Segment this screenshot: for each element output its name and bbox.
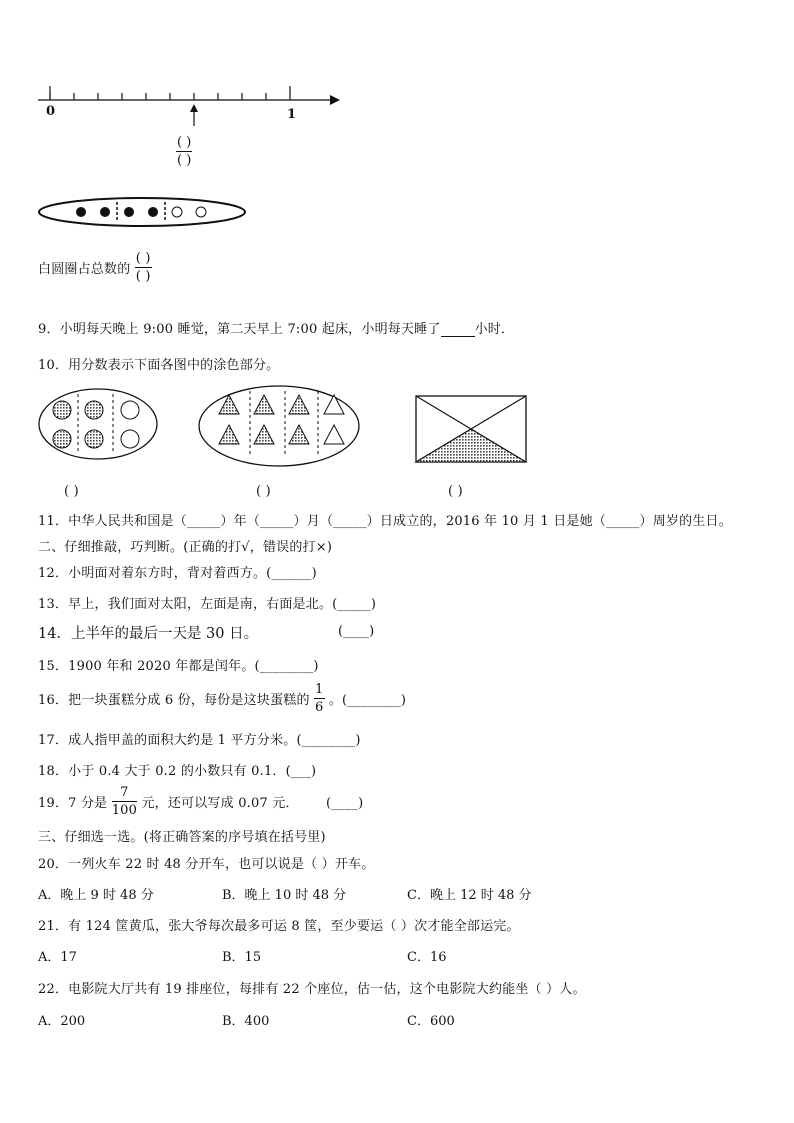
q10-answer-3[interactable]: ( ) <box>448 484 463 499</box>
white-circle-question <box>38 252 152 283</box>
question-10: 10．用分数表示下面各图中的涂色部分。 <box>38 358 280 373</box>
q21-option-a[interactable]: A．17 <box>38 950 77 965</box>
question-13: 13．早上，我们面对太阳，左面是南，右面是北。(_____) <box>38 597 377 612</box>
fraction-numerator: ( ) <box>177 135 192 150</box>
question-11: 11．中华人民共和国是（_____）年（_____）月（_____）日成立的，2016 年 10 月 1 日是她（_____）周岁的生日。 <box>38 514 732 529</box>
question-12: 12．小明面对着东方时，背对着西方。(______) <box>38 566 317 581</box>
question-21: 21．有 124 筐黄瓜，张大爷每次最多可运 8 筐，至少要运（ ）次才能全部运完。 <box>38 919 520 934</box>
q10-answer-1[interactable]: ( ) <box>64 484 79 499</box>
q19-fraction: $\frac{7}{100}$ <box>111 785 138 818</box>
q19-answer-paren[interactable]: (____) <box>326 796 364 811</box>
question-22: 22．电影院大厅共有 19 排座位，每排有 22 个座位，估一估，这个电影院大约能坐（ ）人。 <box>38 982 586 997</box>
q22-option-a[interactable]: A．200 <box>38 1014 86 1029</box>
q20-option-a[interactable]: A．晚上 9 时 48 分 <box>38 888 154 903</box>
question-19: 19．7 分是 $\frac{7}{100}$ 元，还可以写成 0.07 元． <box>38 785 299 818</box>
question-16: 16．把一块蛋糕分成 6 份，每份是这块蛋糕的 $\frac{1}{6}$ 。(________) <box>38 682 407 715</box>
arrow-fraction-blank[interactable] <box>176 136 192 167</box>
white-circle-fraction[interactable]: $\frac{( )}{( )}$ <box>135 251 151 284</box>
question-14: 14．上半年的最后一天是 30 日。 <box>38 626 259 642</box>
q16-fraction: $\frac{1}{6}$ <box>315 682 324 715</box>
q20-option-c[interactable]: C．晚上 12 时 48 分 <box>407 888 532 903</box>
question-9: 9．小明每天晚上 9:00 睡觉，第二天早上 7:00 起床，小明每天睡了 小时． <box>38 322 515 337</box>
question-20: 20．一列火车 22 时 48 分开车，也可以说是（ ）开车。 <box>38 857 375 872</box>
q10-answer-2[interactable]: ( ) <box>256 484 271 499</box>
q22-option-b[interactable]: B．400 <box>222 1014 270 1029</box>
q21-option-b[interactable]: B．15 <box>222 950 262 965</box>
q9-answer-blank[interactable] <box>441 321 475 337</box>
number-line-label-0: 0 <box>46 104 56 119</box>
white-circle-text: 白圆圈占总数的 <box>38 262 131 277</box>
number-line <box>30 84 350 136</box>
shape-oval-circles <box>36 386 160 462</box>
q22-option-c[interactable]: C．600 <box>407 1014 455 1029</box>
question-18: 18．小于 0.4 大于 0.2 的小数只有 0.1．(___) <box>38 764 317 779</box>
shape-rectangle-diagonals <box>414 394 528 464</box>
section-2-heading: 二、仔细推敲，巧判断。(正确的打√，错误的打×) <box>38 540 333 555</box>
q14-answer-paren[interactable]: (____) <box>338 624 375 639</box>
dots-ellipse <box>36 196 248 230</box>
shape-oval-triangles <box>196 383 362 469</box>
q20-option-b[interactable]: B．晚上 10 时 48 分 <box>222 888 347 903</box>
question-17: 17．成人指甲盖的面积大约是 1 平方分米。(________) <box>38 733 361 748</box>
q21-option-c[interactable]: C．16 <box>407 950 447 965</box>
section-3-heading: 三、仔细选一选。(将正确答案的序号填在括号里) <box>38 830 326 845</box>
fraction-denominator: ( ) <box>177 153 192 168</box>
number-line-label-1: 1 <box>287 107 297 122</box>
question-15: 15．1900 年和 2020 年都是闰年。(________) <box>38 659 319 674</box>
